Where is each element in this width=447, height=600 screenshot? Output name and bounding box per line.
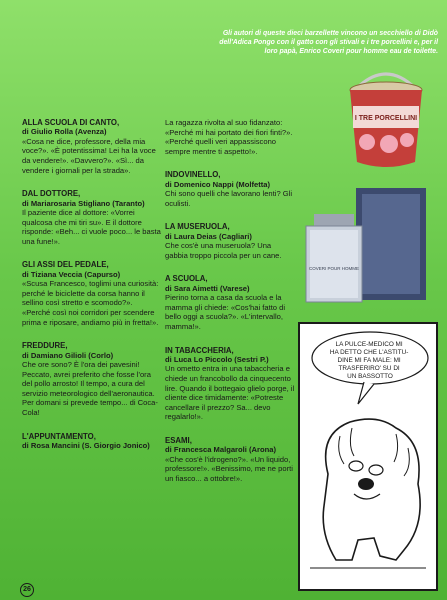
- joke-text: «Che cos'è l'idrogeno?». «Un liquido, professore!». «Benissimo, me ne porti un fiasco... a ottobre!».: [165, 454, 293, 483]
- joke-item: [165, 436, 295, 484]
- joke-author: di Domenico Nappi (Molfetta): [165, 179, 271, 189]
- joke-author: di Laura Deias (Cagliari): [165, 231, 252, 241]
- joke-item: [22, 260, 162, 327]
- joke-item: [22, 189, 162, 246]
- joke-author: di Damiano Gilioli (Corlo): [22, 350, 114, 360]
- joke-title: L'APPUNTAMENTO,: [22, 431, 96, 441]
- joke-item: [165, 118, 295, 156]
- joke-author: di Sara Aimetti (Varese): [165, 283, 250, 293]
- joke-author: di Tiziana Veccia (Capurso): [22, 269, 121, 279]
- joke-title: IN TABACCHERIA,: [165, 345, 234, 355]
- cartoon-drawing: [300, 324, 436, 589]
- joke-author: di Mariarosaria Stigliano (Taranto): [22, 198, 145, 208]
- perfume-image: [296, 180, 436, 308]
- joke-text: «Cosa ne dice, professore, della mia voce?». «È potentissima! Lei ha la voce da vendere!». «Davvero?». «Sì... da vendere i giornali per la strada».: [22, 136, 156, 175]
- joke-author: di Luca Lo Piccolo (Sestri P.): [165, 354, 269, 364]
- joke-text: Chi sono quelli che lavorano lenti? Gli oculisti.: [165, 189, 293, 208]
- joke-text: Un ometto entra in una tabaccheria e chiede un francobollo da cinquecento lire. Quando il bottegaio glielo porge, il cliente dice timidamente: «Potreste cancellare il prezzo? Sa... devo regalarlo!».: [165, 364, 295, 422]
- perfume-label: COVERI POUR HOMME: [308, 266, 360, 271]
- joke-text: Che cos'è una museruola? Una gabbia troppo piccola per un cane.: [165, 241, 282, 260]
- joke-item: [165, 170, 295, 208]
- joke-title: A SCUOLA,: [165, 274, 208, 284]
- joke-text: La ragazza rivolta al suo fidanzato: «Perché mi hai portato dei fiori finti?». «Perché quelli veri appassiscono sempre mentre ti aspetto!».: [165, 118, 293, 156]
- joke-title: ALLA SCUOLA DI CANTO,: [22, 118, 120, 127]
- jokes-left-column: [22, 118, 162, 464]
- joke-text: «Scusa Francesco, toglimi una curiosità: perché le biciclette da corsa hanno il sellino così stretto e scomodo?». «Perché così noi corridori per scendere prima e riposare, andiamo più in fretta!».: [22, 279, 159, 327]
- page-number: 26: [20, 583, 34, 597]
- joke-author: di Giulio Rolla (Avenza): [22, 127, 107, 137]
- joke-text: Pierino torna a casa da scuola e la mamma gli chiede: «Cos'hai fatto di bello oggi a scuola?». «L'intervallo, mamma!».: [165, 293, 286, 331]
- joke-title: ESAMI,: [165, 435, 192, 445]
- joke-title: FREDDURE,: [22, 341, 68, 351]
- joke-title: GLI ASSI DEL PEDALE,: [22, 260, 109, 270]
- joke-author: di Rosa Mancini (S. Giorgio Jonico): [22, 440, 150, 450]
- joke-text: Il paziente dice al dottore: «Vorrei qualcosa che mi tiri su». E il dottore risponde: «Beh... ci vuole poco... le basta una fune!».: [22, 208, 161, 246]
- joke-title: DAL DOTTORE,: [22, 189, 81, 199]
- joke-item: [22, 118, 162, 175]
- joke-text: Che ore sono? È l'ora dei pavesini! Peccato, avrei preferito che fosse l'ora del pollo arrosto! Il tempo, a cura del servizio meteorologico dell'aeronautica. Per domani si prevede tempo... di Coca-Cola!: [22, 359, 158, 417]
- joke-author: di Francesca Malgaroli (Arona): [165, 445, 276, 455]
- dog-cartoon: [298, 322, 438, 591]
- joke-item: [165, 222, 295, 260]
- joke-title: LA MUSERUOLA,: [165, 222, 230, 232]
- jokes-right-column: [165, 118, 295, 498]
- joke-item: [165, 346, 295, 422]
- joke-item: [22, 341, 162, 417]
- toy-bucket-image: [337, 66, 435, 170]
- joke-item: [165, 274, 295, 331]
- joke-item: [22, 432, 162, 451]
- speech-bubble-text: LA PULCE-MEDICO MI HA DETTO CHE L'ASTITU- DINE MI FA MALE: MI TRASFERIRO' SU DI UN BASSOTTO: [329, 341, 409, 380]
- joke-title: INDOVINELLO,: [165, 170, 221, 180]
- prize-intro: Gli autori di queste dieci barzellette vincono un secchiello di Didò dell'Adica Pongo con il gatto con gli stivali e i tre porcellini e, per il loro papà, Enrico Coveri pour homme eau de toilette.: [219, 30, 438, 55]
- bucket-label: I TRE PORCELLINI: [354, 115, 418, 122]
